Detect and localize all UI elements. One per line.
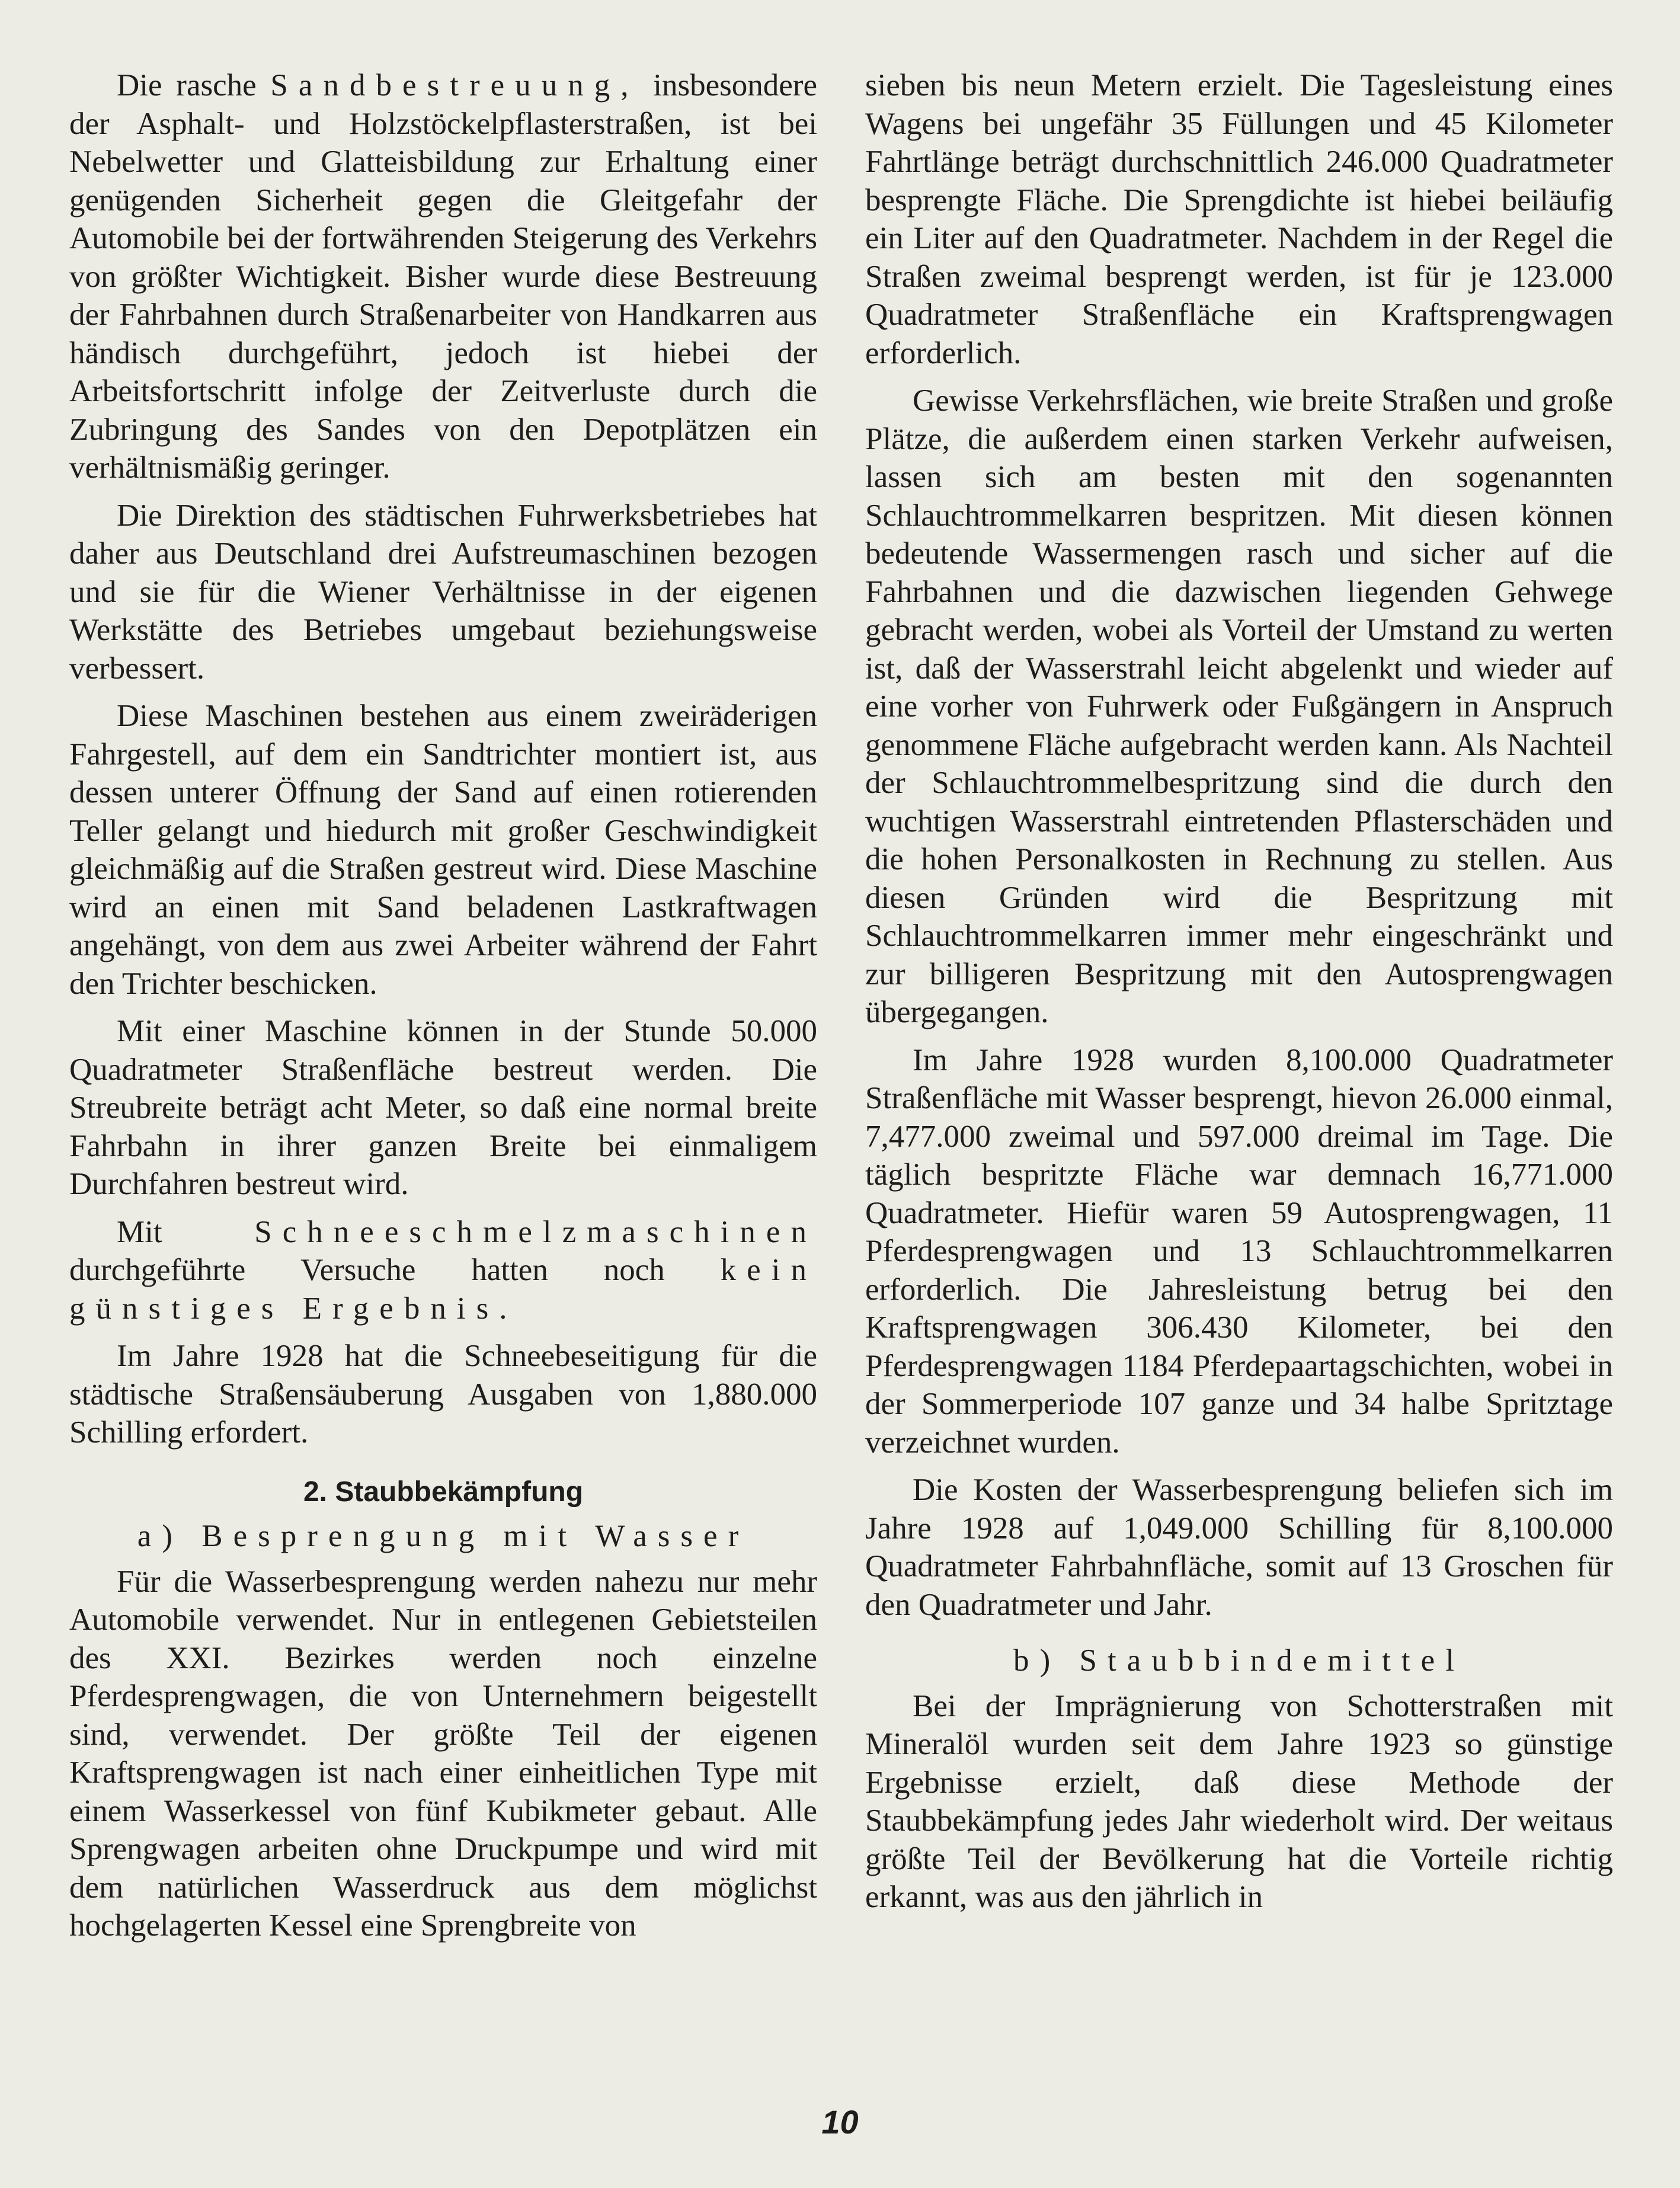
paragraph-sand-spreading	[69, 66, 817, 487]
text-run: Mit	[117, 1214, 255, 1249]
paragraph-machine-capacity: Mit einer Maschine können in der Stunde 50.000 Quadratmeter Straßenfläche bestreut werden. Die Streubreite beträgt acht Meter, so daß eine normal breite Fahrbahn in ihrer ganzen Breite bei einmaligem Durchfahren bestreut wird.	[69, 1014, 817, 1201]
paragraph-hose-drum-carts: Gewisse Verkehrsflächen, wie breite Straßen und große Plätze, die außerdem einen starken Verkehr aufweisen, lassen sich am besten mit den sogenannten Schlauchtrommelkarren bespritzen. Mit diesen können bedeutende Wassermengen rasch und sicher auf die Fahrbahnen und die dazwischen liegenden Gehwege gebracht werden, wobei als Vorteil der Umstand zu werten ist, daß der Wasserstrahl leicht abgelenkt und wieder auf eine vorher von Fuhrwerk oder Fußgängern in Anspruch genommene Fläche aufgebracht werden kann. Als Nachteil der Schlauchtrommelbespritzung sind die durch den wuchtigen Wasserstrahl eintretenden Pflasterschäden und die hohen Personalkosten in Rechnung zu stellen. Aus diesen Gründen wird die Bespritzung mit Schlauchtrommelkarren immer mehr eingeschränkt und zur billigeren Bespritzung mit den Autosprengwagen übergegangen.	[865, 383, 1613, 1029]
paragraph-snow-melting	[69, 1213, 817, 1328]
subsection-heading-a: a) Besprengung mit Wasser	[137, 1519, 750, 1553]
section-heading: 2. Staubbekämpfung	[303, 1476, 584, 1508]
text-run: Die rasche	[117, 68, 271, 103]
paragraph-sprinkling-costs: Die Kosten der Wasserbesprengung beliefen sich im Jahre 1928 auf 1,049.000 Schilling für 8,100.000 Quadratmeter Fahrbahnfläche, somit auf 13 Groschen für den Quadratmeter und Jahr.	[865, 1473, 1613, 1622]
left-column	[69, 66, 817, 1955]
right-column	[865, 66, 1613, 1926]
paragraph-machines: Diese Maschinen bestehen aus einem zweiräderigen Fahrgestell, auf dem ein Sandtrichter montiert ist, aus dessen unterer Öffnung der Sand auf einen rotierenden Teller gelangt und hiedurch mit großer Geschwindigkeit gleichmäßig auf die Straßen gestreut wird. Diese Maschine wird an einen mit Sand beladenen Lastkraftwagen angehängt, von dem aus zwei Arbeiter während der Fahrt den Trichter beschicken.	[69, 699, 817, 1001]
page-number: 10	[821, 2103, 859, 2141]
paragraph-1928-statistics: Im Jahre 1928 wurden 8,100.000 Quadratmeter Straßenfläche mit Wasser besprengt, hievon 26.000 einmal, 7,477.000 zweimal und 597.000 dreimal im Tage. Die täglich bespritzte Fläche war demnach 16,771.000 Quadratmeter. Hiefür waren 59 Autosprengwagen, 11 Pferdesprengwagen und 13 Schlauchtrommelkarren erforderlich. Die Jahresleistung betrug bei den Kraftsprengwagen 306.430 Kilometer, bei den Pferdesprengwagen 1184 Pferdepaartagschichten, wobei in der Sommerperiode 107 ganze und 34 halbe Spritztage verzeichnet wurden.	[865, 1042, 1613, 1460]
paragraph-dust-binders: Bei der Imprägnierung von Schotterstraßen mit Mineralöl wurden seit dem Jahre 1923 so günstige Ergebnisse erzielt, daß diese Methode der Staubbekämpfung jedes Jahr wiederholt wird. Der weitaus größte Teil der Bevölkerung hat die Vorteile richtig erkannt, was aus den jährlich in	[865, 1688, 1613, 1914]
spaced-term: Schneeschmelzmaschinen	[254, 1214, 817, 1249]
paragraph-snow-costs: Im Jahre 1928 hat die Schneebeseitigung für die städtische Straßensäuberung Ausgaben von 1,880.000 Schilling erfordert.	[69, 1339, 817, 1450]
spaced-term: kein günstiges Ergebnis.	[69, 1253, 817, 1326]
text-run: durchgeführte Versuche hatten noch	[69, 1253, 721, 1287]
paragraph-daily-output: sieben bis neun Metern erzielt. Die Tagesleistung eines Wagens bei ungefähr 35 Füllungen und 45 Kilometer Fahrtlänge beträgt durchschnittlich 246.000 Quadratmeter besprengte Fläche. Die Sprengdichte ist hiebei beiläufig ein Liter auf den Quadratmeter. Nachdem in der Regel die Straßen zweimal besprengt werden, ist für je 123.000 Quadratmeter Straßenfläche ein Kraftsprengwagen erforderlich.	[865, 68, 1613, 370]
text-run: insbesondere der Asphalt- und Holzstöckelpflasterstraßen, ist bei Nebelwetter und Glatteisbildung zur Erhaltung einer genügenden Sicherheit gegen die Gleitgefahr der Automobile bei der fortwährenden Steigerung des Verkehrs von größter Wichtigkeit. Bisher wurde diese Bestreuung der Fahrbahnen durch Straßenarbeiter von Handkarren aus händisch durchgeführt, jedoch ist hiebei der Arbeitsfortschritt infolge der Zeitverluste durch die Zubringung des Sandes von den Depotplätzen ein verhältnismäßig geringer.	[69, 68, 817, 485]
paragraph-water-sprinkling: Für die Wasserbesprengung werden nahezu nur mehr Automobile verwendet. Nur in entlegenen Gebietsteilen des XXI. Bezirkes werden noch einzelne Pferdesprengwagen, die von Unternehmern beigestellt sind, verwendet. Der größte Teil der eigenen Kraftsprengwagen ist nach einer einheitlichen Type mit einem Wasserkessel von fünf Kubikmeter gebaut. Alle Sprengwagen arbeiten ohne Druckpumpe und wird mit dem natürlichen Wasserdruck aus dem möglichst hochgelagerten Kessel eine Sprengbreite von	[69, 1564, 817, 1943]
paragraph-direction: Die Direktion des städtischen Fuhrwerksbetriebes hat daher aus Deutschland drei Aufstreumaschinen bezogen und sie für die Wiener Verhältnisse in der eigenen Werkstätte des Betriebes umgebaut beziehungsweise verbessert.	[69, 498, 817, 686]
subsection-heading-b: b) Staubbindemittel	[1013, 1643, 1465, 1678]
spaced-term: Sandbestreuung,	[270, 68, 639, 103]
